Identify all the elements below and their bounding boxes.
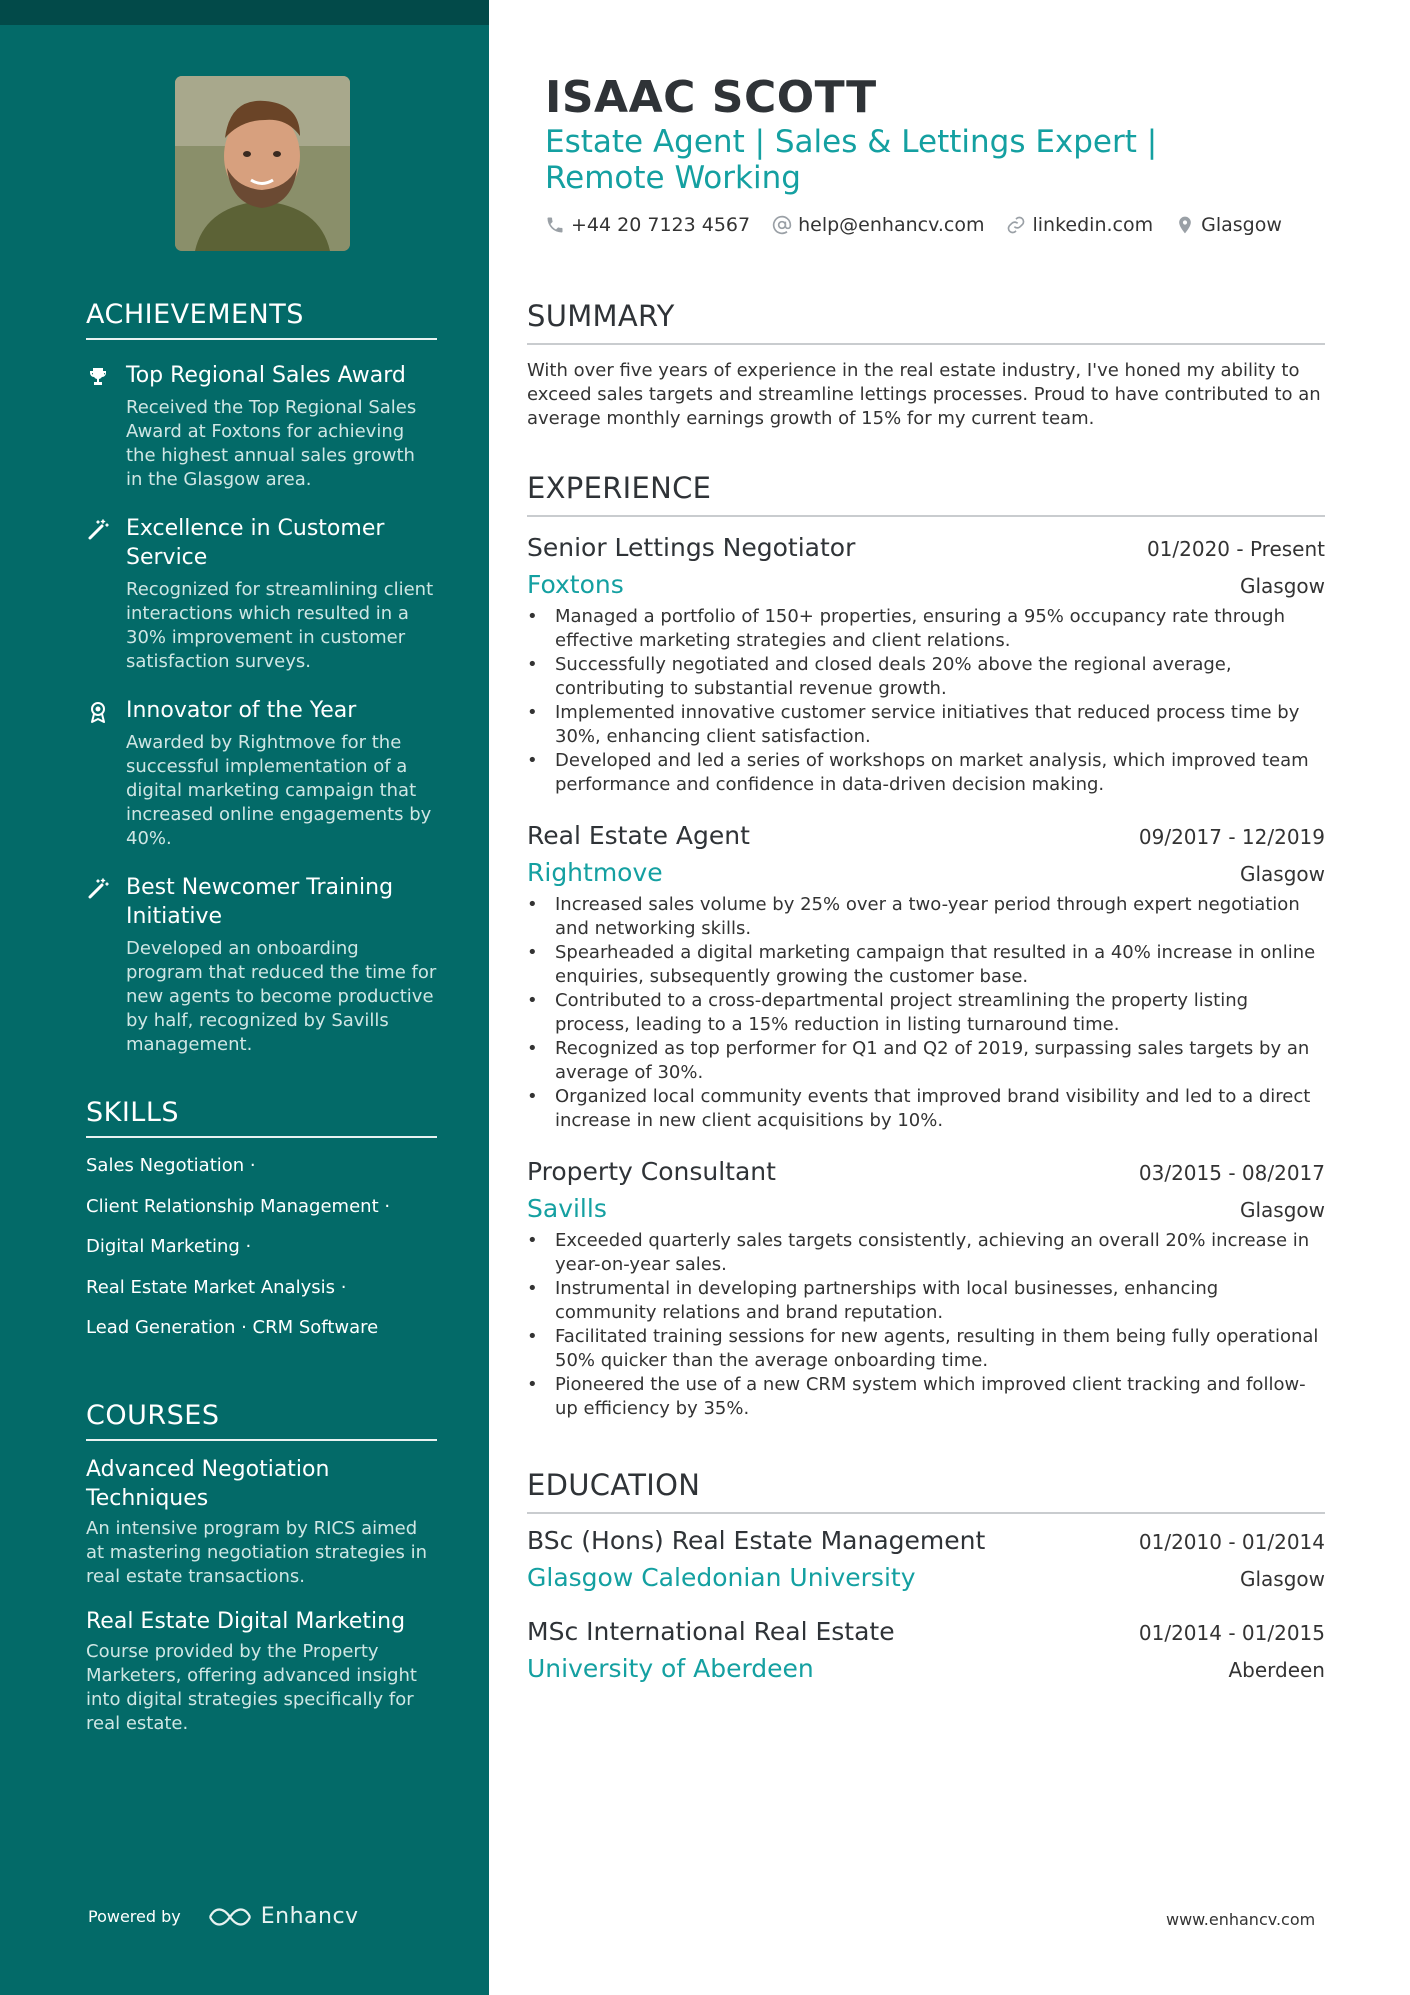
contact-bar — [545, 214, 1304, 236]
experience-section — [527, 471, 1325, 517]
location-text: Glasgow — [1201, 214, 1282, 236]
education-location: Aberdeen — [1228, 1658, 1325, 1682]
achievement-item — [86, 873, 437, 1057]
courses-section — [86, 1400, 437, 1736]
degree-title: MSc International Real Estate — [527, 1617, 895, 1646]
job-entry — [527, 533, 1325, 797]
profile-photo — [175, 76, 350, 251]
contact-phone[interactable] — [545, 214, 750, 236]
job-bullets — [527, 605, 1325, 797]
achievement-item — [86, 361, 437, 492]
phone-text: +44 20 7123 4567 — [571, 214, 751, 236]
contact-location — [1175, 214, 1282, 236]
job-bullet: • Successfully negotiated and closed deals 20% above the regional average, contributing to substantial revenue growth. — [527, 653, 1325, 701]
enhancv-logo[interactable] — [207, 1904, 359, 1929]
course-description: Course provided by the Property Marketers, offering advanced insight into digital strategies specifically for real estate. — [86, 1641, 417, 1734]
job-bullets — [527, 893, 1325, 1133]
achievement-title: Innovator of the Year — [126, 698, 357, 723]
job-bullet: • Recognized as top performer for Q1 and Q2 of 2019, surpassing sales targets by an average of 30%. — [527, 1037, 1325, 1085]
enhancv-brand-name: Enhancv — [260, 1904, 359, 1929]
enhancv-logo-icon — [207, 1905, 253, 1929]
achievement-description: Recognized for streamlining client interactions which resulted in a 30% improvement in customer satisfaction surveys. — [126, 579, 434, 672]
course-item — [86, 1455, 437, 1589]
sidebar — [0, 0, 489, 1995]
magic-wand-icon — [86, 518, 110, 542]
skill-item: Sales Negotiation · — [86, 1155, 256, 1176]
achievement-description: Developed an onboarding program that reduced the time for new agents to become productive by half, recognized by Savills management. — [126, 938, 437, 1055]
contact-linkedin[interactable] — [1006, 214, 1153, 236]
education-dates: 01/2014 - 01/2015 — [1138, 1621, 1325, 1645]
education-heading: EDUCATION — [527, 1468, 1325, 1514]
job-company: Savills — [527, 1194, 607, 1223]
job-entry — [527, 821, 1325, 1133]
education-section — [527, 1468, 1325, 1514]
course-title: Advanced Negotiation Techniques — [86, 1457, 330, 1511]
achievement-item — [86, 514, 437, 674]
skills-section — [86, 1097, 437, 1357]
linkedin-text: linkedin.com — [1032, 214, 1154, 236]
course-title: Real Estate Digital Marketing — [86, 1609, 406, 1634]
achievement-description: Awarded by Rightmove for the successful implementation of a digital marketing campaign that increased online engagements by 40%. — [126, 732, 432, 849]
achievement-title: Excellence in Customer Service — [126, 516, 385, 570]
job-bullet: • Implemented innovative customer service initiatives that reduced process time by 30%, enhancing client satisfaction. — [527, 701, 1325, 749]
course-item — [86, 1607, 437, 1736]
job-bullet: • Instrumental in developing partnerships with local businesses, enhancing community relations and brand reputation. — [527, 1277, 1325, 1325]
achievements-section — [86, 299, 437, 1057]
job-title: Senior Lettings Negotiator — [527, 533, 856, 562]
footer-website-link[interactable]: www.enhancv.com — [1166, 1910, 1316, 1929]
job-dates: 03/2015 - 08/2017 — [1138, 1161, 1325, 1185]
achievement-title: Best Newcomer Training Initiative — [126, 875, 394, 929]
job-location: Glasgow — [1239, 1198, 1325, 1222]
skill-item: Lead Generation · CRM Software — [86, 1317, 379, 1338]
summary-heading: SUMMARY — [527, 299, 1325, 345]
skills-heading: SKILLS — [86, 1097, 437, 1138]
education-entry — [527, 1526, 1325, 1592]
contact-email[interactable] — [772, 214, 984, 236]
course-description: An intensive program by RICS aimed at mastering negotiation strategies in real estate transactions. — [86, 1518, 428, 1587]
skill-item: Client Relationship Management · — [86, 1195, 391, 1217]
job-title: Property Consultant — [527, 1157, 776, 1186]
trophy-icon — [86, 365, 110, 389]
education-entry — [527, 1617, 1325, 1683]
job-bullets — [527, 1229, 1325, 1421]
job-company: Foxtons — [527, 570, 624, 599]
job-entry — [527, 1157, 1325, 1421]
job-dates: 01/2020 - Present — [1146, 537, 1325, 561]
job-bullet: • Developed and led a series of workshops on market analysis, which improved team performance and confidence in data-driven decision making. — [527, 749, 1325, 797]
skill-item: Real Estate Market Analysis · — [86, 1276, 347, 1298]
link-icon — [1006, 215, 1026, 235]
job-bullet: • Increased sales volume by 25% over a two-year period through expert negotiation and networking skills. — [527, 893, 1325, 941]
job-bullet: • Facilitated training sessions for new agents, resulting in them being fully operational 50% quicker than the average onboarding time. — [527, 1325, 1325, 1373]
powered-by-label: Powered by — [88, 1907, 181, 1926]
achievements-heading: ACHIEVEMENTS — [86, 299, 437, 340]
summary-text: With over five years of experience in the real estate industry, I've honed my ability to exceed sales targets and streamline lettings processes. Proud to have contributed to an average monthly earnings growth of 15% for my current team. — [527, 360, 1321, 429]
job-dates: 09/2017 - 12/2019 — [1138, 825, 1325, 849]
education-location: Glasgow — [1239, 1567, 1325, 1591]
degree-title: BSc (Hons) Real Estate Management — [527, 1526, 986, 1555]
experience-heading: EXPERIENCE — [527, 471, 1325, 517]
education-dates: 01/2010 - 01/2014 — [1138, 1530, 1325, 1554]
job-bullet: • Managed a portfolio of 150+ properties, ensuring a 95% occupancy rate through effective marketing strategies and client relations. — [527, 605, 1325, 653]
job-bullet: • Contributed to a cross-departmental project streamlining the property listing process, leading to a 15% reduction in listing turnaround time. — [527, 989, 1325, 1037]
job-bullet: • Exceeded quarterly sales targets consistently, achieving an overall 20% increase in year-on-year sales. — [527, 1229, 1325, 1277]
job-bullet: • Pioneered the use of a new CRM system which improved client tracking and follow-up efficiency by 35%. — [527, 1373, 1325, 1421]
achievement-item — [86, 696, 437, 851]
candidate-name: ISAAC SCOTT — [545, 72, 877, 123]
phone-icon — [545, 215, 565, 235]
email-text: help@enhancv.com — [798, 214, 985, 236]
at-sign-icon — [772, 215, 792, 235]
job-bullet: • Spearheaded a digital marketing campaign that resulted in a 40% increase in online enquiries, subsequently growing the customer base. — [527, 941, 1325, 989]
award-medal-icon — [86, 700, 110, 724]
achievement-title: Top Regional Sales Award — [126, 363, 406, 388]
job-bullet: • Organized local community events that improved brand visibility and led to a direct increase in new client acquisitions by 10%. — [527, 1085, 1325, 1133]
courses-heading: COURSES — [86, 1400, 437, 1441]
job-location: Glasgow — [1239, 574, 1325, 598]
magic-wand-icon — [86, 877, 110, 901]
powered-by — [88, 1904, 359, 1929]
achievement-description: Received the Top Regional Sales Award at Foxtons for achieving the highest annual sales growth in the Glasgow area. — [126, 397, 417, 490]
sidebar-top-bar — [0, 0, 489, 25]
job-location: Glasgow — [1239, 862, 1325, 886]
location-pin-icon — [1175, 215, 1195, 235]
skill-item: Digital Marketing · — [86, 1236, 252, 1257]
school-name: University of Aberdeen — [527, 1654, 814, 1683]
school-name: Glasgow Caledonian University — [527, 1563, 916, 1592]
job-title: Real Estate Agent — [527, 821, 750, 850]
summary-section — [527, 299, 1325, 431]
candidate-title: Estate Agent | Sales & Lettings Expert | Remote Working — [545, 124, 1158, 196]
job-company: Rightmove — [527, 858, 663, 887]
